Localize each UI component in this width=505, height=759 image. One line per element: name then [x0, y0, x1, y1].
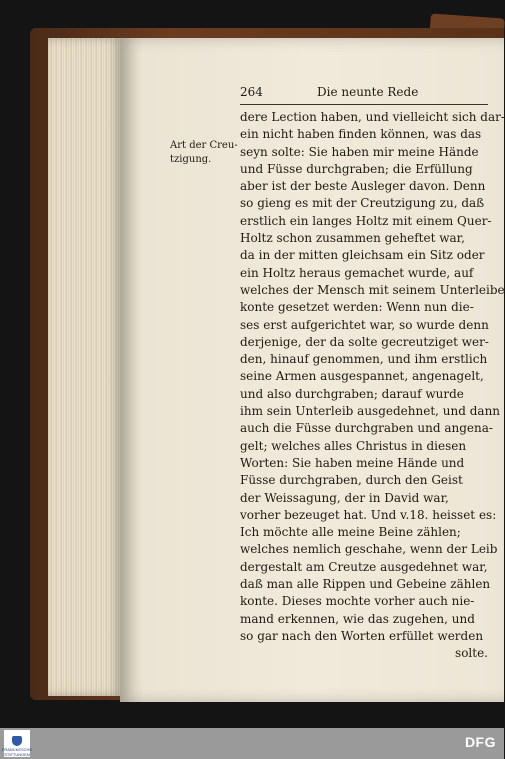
page-header: [240, 85, 490, 105]
text-line: daß man alle Rippen und Gebeine zählen: [240, 577, 491, 592]
text-line: so gar nach den Worten erfüllet werden: [240, 628, 484, 643]
page-edges: [48, 38, 122, 696]
text-line: erstlich ein langes Holtz mit einem Quer-: [240, 213, 492, 228]
text-line: solte.: [455, 646, 488, 661]
body-text: [240, 109, 505, 663]
marginal-note: [170, 139, 244, 167]
running-title: Die neunte Rede: [317, 85, 419, 99]
text-line: Worten: Sie haben meine Hände und: [240, 455, 465, 470]
marginal-note-line: Art der Creu-: [170, 140, 238, 151]
text-line: Holtz schon zusammen geheftet war,: [240, 231, 465, 246]
text-line: ein nicht haben finden können, was das: [240, 127, 482, 142]
text-line: da in der mitten gleichsam ein Sitz oder: [240, 248, 485, 263]
footer-bar: [0, 728, 504, 759]
text-line: gelt; welches alles Christus in diesen: [240, 438, 467, 453]
marginal-note-line: tzigung.: [170, 154, 212, 165]
text-line: dergestalt am Creutze ausgedehnet war,: [240, 559, 488, 574]
text-line: welches nemlich geschahe, wenn der Leib: [240, 542, 498, 557]
text-line: ein Holtz heraus gemachet wurde, auf: [240, 265, 474, 280]
dfg-logo[interactable]: DFG: [464, 734, 496, 750]
text-line: und also durchgraben; darauf wurde: [240, 386, 464, 401]
text-line: so gieng es mit der Creutzigung zu, daß: [240, 196, 485, 211]
text-line: aber ist der beste Ausleger davon. Denn: [240, 179, 486, 194]
text-line: seyn solte: Sie haben mir meine Hände: [240, 144, 479, 159]
library-logo[interactable]: [1, 730, 33, 757]
text-line: der Weissagung, der in David war,: [240, 490, 449, 505]
page-number: 264: [240, 85, 263, 99]
text-line: derjenige, der da solte gecreutziget wer-: [240, 334, 489, 349]
text-line: und Füsse durchgraben; die Erfüllung: [240, 161, 473, 176]
text-line: ihm sein Unterleib ausgedehnet, und dann: [240, 404, 501, 419]
text-line: ses erst aufgerichtet war, so wurde denn: [240, 317, 489, 332]
text-line: welches der Mensch mit seinem Unterleibe: [240, 282, 505, 297]
text-line: vorher bezeuget hat. Und v.18. heisset es:: [240, 507, 497, 522]
crest-icon: [12, 736, 22, 746]
text-line: Füsse durchgraben, durch den Geist: [240, 473, 463, 488]
text-line: den, hinauf genommen, und ihm erstlich: [240, 352, 488, 367]
header-rule: [240, 104, 488, 105]
text-line: mand erkennen, wie das zugehen, und: [240, 611, 475, 626]
text-line: dere Lection haben, und vielleicht sich dar-: [240, 110, 505, 124]
text-line: konte. Dieses mochte vorher auch nie-: [240, 594, 475, 609]
library-logo-text: FRANCKESCHE STIFTUNGEN: [1, 747, 33, 757]
text-line: auch die Füsse durchgraben und angena-: [240, 421, 493, 436]
text-line: seine Armen ausgespannet, angenagelt,: [240, 369, 484, 384]
text-line: Ich möchte alle meine Beine zählen;: [240, 525, 461, 540]
text-line: konte gesetzet werden: Wenn nun die-: [240, 300, 474, 315]
